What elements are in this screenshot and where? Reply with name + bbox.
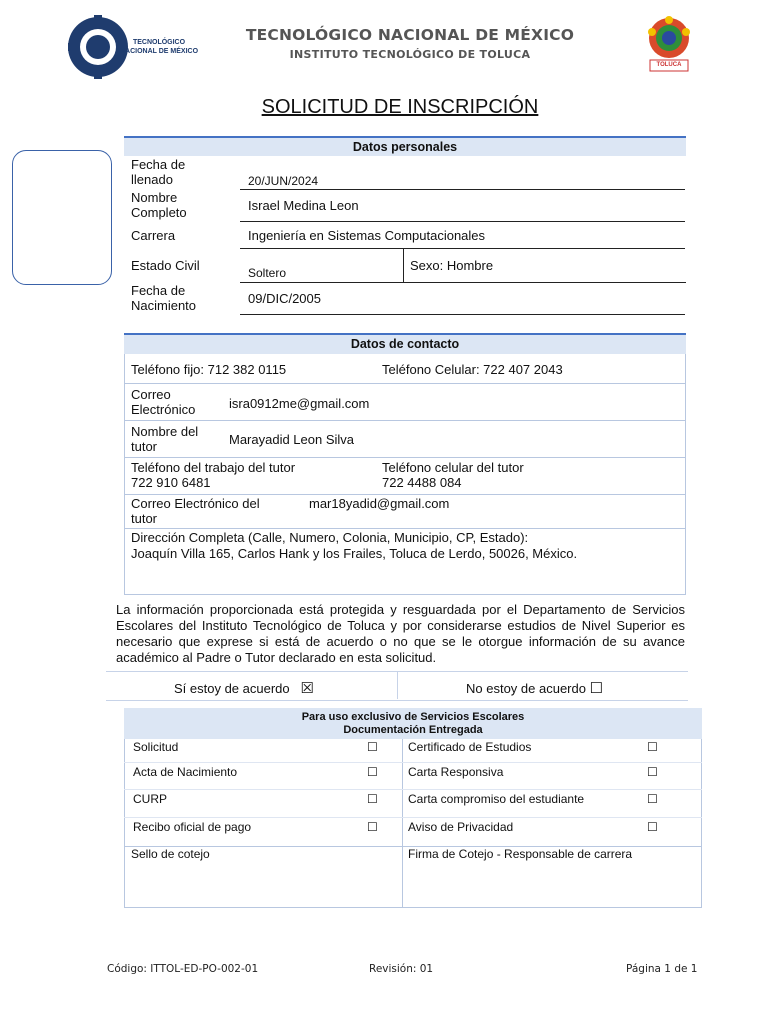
estado-civil-value: Soltero xyxy=(248,266,287,280)
tutor-value[interactable]: Marayadid Leon Silva xyxy=(229,432,355,447)
nombre-value: Israel Medina Leon xyxy=(248,198,359,213)
right-item-label: Carta compromiso del estudiante xyxy=(408,792,585,806)
office-use-heading: Para uso exclusivo de Servicios Escolares Documentación Entregada xyxy=(124,708,702,739)
campus-name: INSTITUTO TECNOLÓGICO DE TOLUCA xyxy=(289,48,531,61)
right-item-label: Certificado de Estudios xyxy=(408,740,532,754)
tutor-trabajo[interactable]: Teléfono del trabajo del tutor 722 910 6481 xyxy=(131,460,296,490)
sexo-value: Sexo: Hombre xyxy=(410,258,494,273)
fecha-nacimiento-value: 09/DIC/2005 xyxy=(248,291,321,306)
footer-codigo: Código: ITTOL-ED-PO-002-01 xyxy=(107,963,259,975)
toluca-logo-text: TOLUCA xyxy=(656,62,682,68)
office-row-separator xyxy=(402,789,702,790)
fecha-llenado-value: 20/JUN/2024 xyxy=(248,174,319,188)
footer-revision: Revisión: 01 xyxy=(369,963,434,975)
right-item-checkbox[interactable]: ☐ xyxy=(647,740,658,754)
right-item-checkbox[interactable]: ☐ xyxy=(647,765,658,779)
estado-civil-label: Estado Civil xyxy=(131,258,200,273)
left-item-checkbox[interactable]: ☐ xyxy=(367,740,378,754)
left-item-label: Recibo oficial de pago xyxy=(133,820,252,834)
direccion-label: Dirección Completa (Calle, Numero, Colonia, Municipio, CP, Estado): xyxy=(131,530,529,545)
tutor-correo-value[interactable]: mar18yadid@gmail.com xyxy=(309,496,450,511)
correo-label: Correo Electrónico xyxy=(131,387,196,417)
footer-pagina: Página 1 de 1 xyxy=(626,963,698,975)
tutor-correo-label: Correo Electrónico del tutor xyxy=(131,496,260,526)
office-row-separator xyxy=(124,817,402,818)
institution-name: TECNOLÓGICO NACIONAL DE MÉXICO xyxy=(245,26,575,44)
left-item-label: CURP xyxy=(133,792,168,806)
tutor-label: Nombre del tutor xyxy=(131,424,199,454)
document-title: SOLICITUD DE INSCRIPCIÓN xyxy=(261,96,539,118)
office-row-separator xyxy=(124,789,402,790)
office-row-separator xyxy=(402,762,702,763)
correo-value[interactable]: isra0912me@gmail.com xyxy=(229,396,370,411)
fecha-llenado-label: Fecha de llenado xyxy=(131,157,186,187)
tecnm-logo-text: TECNOLÓGICO NACIONAL DE MÉXICO xyxy=(119,39,199,55)
left-item-checkbox[interactable]: ☐ xyxy=(367,820,378,834)
sello-cotejo[interactable]: Sello de cotejo xyxy=(131,847,210,861)
fecha-nacimiento-label: Fecha de Nacimiento xyxy=(131,283,197,313)
personal-data-heading: Datos personales xyxy=(124,136,686,156)
right-item-checkbox[interactable]: ☐ xyxy=(647,820,658,834)
agree-checkbox[interactable]: ☒ xyxy=(300,680,314,697)
right-item-label: Aviso de Privacidad xyxy=(408,820,514,834)
telefono-fijo[interactable]: Teléfono fijo: 712 382 0115 xyxy=(131,362,287,377)
left-item-checkbox[interactable]: ☐ xyxy=(367,765,378,779)
nombre-label: Nombre Completo xyxy=(131,190,187,220)
email-row xyxy=(124,383,686,421)
tutor-row xyxy=(124,420,686,458)
carrera-label: Carrera xyxy=(131,228,176,243)
disagree-checkbox[interactable]: ☐ xyxy=(589,680,604,697)
direccion-value[interactable]: Joaquín Villa 165, Carlos Hank y los Frailes, Toluca de Lerdo, 50026, México. xyxy=(131,546,578,561)
office-row-separator xyxy=(402,817,702,818)
telefono-celular[interactable]: Teléfono Celular: 722 407 2043 xyxy=(382,362,563,377)
agree-option[interactable]: Sí estoy de acuerdo ☒ xyxy=(174,680,314,697)
consent-divider xyxy=(397,671,398,699)
disagree-option[interactable]: No estoy de acuerdo ☐ xyxy=(466,680,604,697)
privacy-paragraph: La información proporcionada está protegida y resguardada por el Departamento de Servicios Escolares del Instituto Tecnológico de Toluca y por considerarse estudios de Nivel Superior es necesario que exprese si está de acuerdo o no que se le otorgue información de su avance académico al Padre o Tutor declarado en esta solicitud. xyxy=(116,602,685,665)
left-item-checkbox[interactable]: ☐ xyxy=(367,792,378,806)
office-divider xyxy=(402,739,403,908)
left-item-label: Acta de Nacimiento xyxy=(133,765,238,779)
left-item-label: Solicitud xyxy=(133,740,179,754)
office-row-separator xyxy=(124,762,402,763)
right-item-label: Carta Responsiva xyxy=(408,765,504,779)
photo-box[interactable] xyxy=(12,150,112,285)
tutor-celular[interactable]: Teléfono celular del tutor 722 4488 084 xyxy=(382,460,524,490)
right-item-checkbox[interactable]: ☐ xyxy=(647,792,658,806)
firma-cotejo[interactable]: Firma de Cotejo - Responsable de carrera xyxy=(408,847,633,861)
carrera-value: Ingeniería en Sistemas Computacionales xyxy=(248,228,486,243)
contact-data-heading: Datos de contacto xyxy=(124,333,686,354)
